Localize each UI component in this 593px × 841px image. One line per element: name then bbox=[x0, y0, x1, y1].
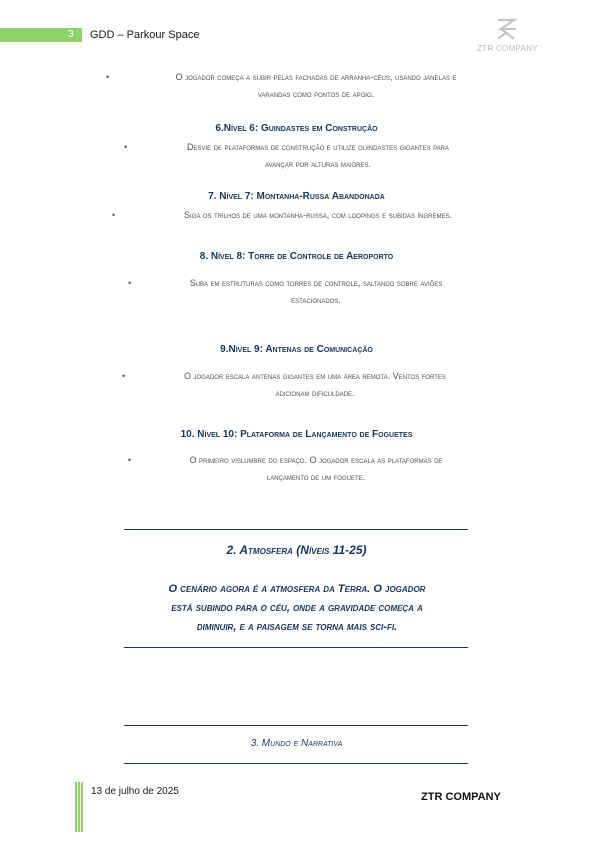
list-item: • Desvie de plataformas de construção e utilize guindastes gigantes para avançar por alturas maiores. bbox=[138, 139, 498, 173]
ztr-logo-icon bbox=[494, 16, 520, 42]
footer-date: 13 de julho de 2025 bbox=[91, 786, 179, 797]
bullet-icon: • bbox=[128, 278, 132, 288]
section-heading: 3. Mundo e Narrativa bbox=[250, 738, 343, 749]
list-item: • O jogador escala antenas gigantes em uma área remota. Ventos fortes adicionam dificuldade. bbox=[130, 368, 500, 402]
bullet-icon: • bbox=[106, 72, 110, 82]
logo-text: ZTR COMPANY bbox=[477, 44, 538, 53]
list-item: • Suba em estruturas como torres de controle, saltando sobre aviões estacionados. bbox=[136, 275, 496, 309]
level-heading: 8. Nível 8: Torre de Controle de Aeroporto bbox=[199, 251, 394, 262]
list-item: • Siga os trilhos de uma montanha-russa, com loopings e subidas íngremes. bbox=[118, 207, 518, 224]
document-title: GDD – Parkour Space bbox=[90, 29, 200, 41]
section-divider-top bbox=[124, 529, 468, 530]
footer-accent-lines bbox=[75, 782, 83, 832]
section-heading: 2. Atmosfera (Níveis 11-25) bbox=[226, 543, 367, 557]
level-heading: 6.Nível 6: Guindastes em Construção bbox=[215, 123, 378, 134]
list-item: • O primeiro vislumbre do espaço. O jogador escala as plataformas de lançamento de um foguete. bbox=[136, 452, 496, 486]
bullet-icon: • bbox=[124, 142, 128, 152]
bullet-icon: • bbox=[122, 371, 126, 381]
section-summary: O cenário agora é a atmosfera da Terra. O jogador está subindo para o céu, onde a gravidade começa a diminuir, e a paisagem se torna mais sci-fi. bbox=[168, 583, 426, 633]
bullet-icon: • bbox=[128, 455, 132, 465]
page-number: 3 bbox=[68, 29, 74, 40]
section-divider-top bbox=[124, 725, 468, 726]
list-item: • O jogador começa a subir pelas fachadas de arranha-céus, usando janelas e varandas como pontos de apoio. bbox=[116, 69, 516, 103]
level-heading: 7. Nível 7: Montanha-Russa Abandonada bbox=[208, 191, 385, 202]
level-heading: 10. Nível 10: Plataforma de Lançamento de Foguetes bbox=[180, 429, 413, 440]
section-divider-bottom bbox=[124, 647, 468, 648]
section-divider-bottom bbox=[124, 763, 468, 764]
bullet-icon: • bbox=[112, 210, 116, 220]
footer-company: ZTR COMPANY bbox=[421, 791, 501, 803]
level-heading: 9.Nível 9: Antenas de Comunicação bbox=[220, 344, 373, 355]
